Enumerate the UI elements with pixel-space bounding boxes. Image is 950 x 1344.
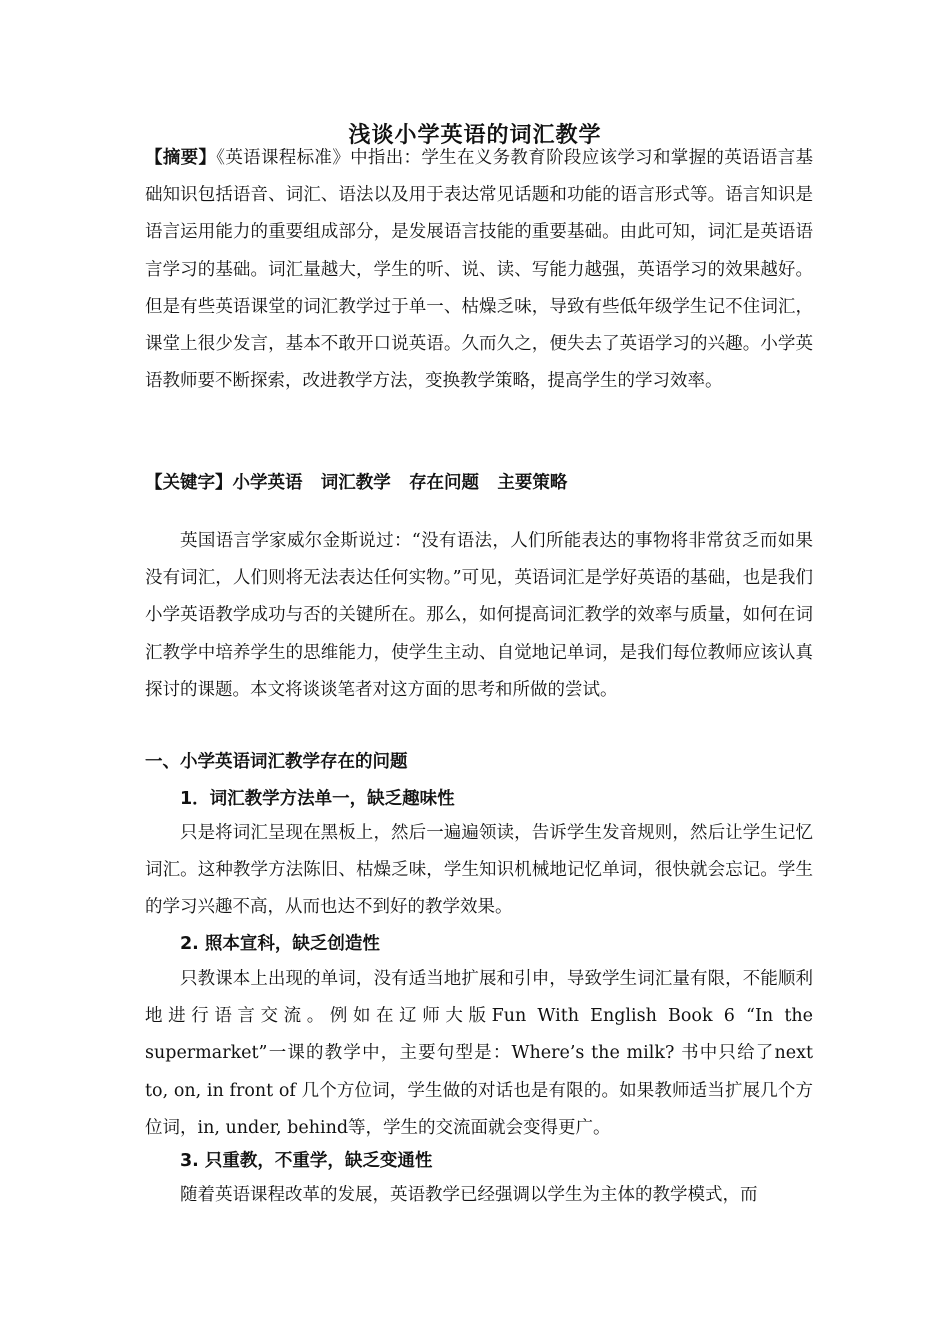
- body-paragraph: 随着英语课程改革的发展，英语教学已经强调以学生为主体的教学模式，而: [180, 1185, 758, 1205]
- abstract-paragraph: [145, 140, 813, 400]
- keyword: 小学英语: [232, 473, 303, 493]
- keywords-label: 【关键字】: [145, 473, 233, 493]
- abstract-text: 《英语课程标准》中指出：学生在义务教育阶段应该学习和掌握的英语语言基础知识包括语音、词汇、语法以及用于表达常见话题和功能的语言形式等。语言知识是语言运用能力的重要组成部分，是发展语言技能的重要基础。由此可知，词汇是英语语言学习的基础。词汇量越大，学生的听、说、读、写能力越强，英语学习的效果越好。但是有些英语课堂的词汇教学过于单一、枯燥乏味，导致有些低年级学生记不住词汇，课堂上很少发言，基本不敢开口说英语。久而久之，便失去了英语学习的兴趣。小学英语教师要不断探索，改进教学方法，变换教学策略，提高学生的学习效率。: [145, 148, 814, 392]
- subsection-heading: 2. 照本宣科，缺乏创造性: [180, 934, 380, 954]
- body-paragraph: 只教课本上出现的单词，没有适当地扩展和引申，导致学生词汇量有限，不能顺利地进行语言交流。例如在辽师大版Fun With English Book 6 “In the supermarket”一课的教学中，主要句型是：Where’s the milk? 书中只给了next to, on, in front of 几个方位词，学生做的对话也是有限的。如果教师适当扩展几个方位词，in, under, behind等，学生的交流面就会变得更广。: [145, 969, 813, 1138]
- subsection-heading: 3. 只重教，不重学，缺乏变通性: [180, 1151, 433, 1171]
- keyword: 存在问题: [409, 473, 480, 493]
- body-paragraph: 只是将词汇呈现在黑板上，然后一遍遍领读，告诉学生发音规则，然后让学生记忆词汇。这种教学方法陈旧、枯燥乏味，学生知识机械地记忆单词，很快就会忘记。学生的学习兴趣不高，从而也达不到好的教学效果。: [145, 823, 813, 918]
- keyword: 词汇教学: [320, 473, 391, 493]
- abstract-label: 【摘要】: [145, 148, 217, 168]
- keywords-line: [145, 468, 567, 498]
- document-title: 浅谈小学英语的词汇教学: [348, 123, 602, 148]
- subsection-heading: 1．词汇教学方法单一，缺乏趣味性: [180, 789, 455, 809]
- intro-paragraph: 英国语言学家威尔金斯说过：“没有语法，人们所能表达的事物将非常贫乏而如果没有词汇，人们则将无法表达任何实物。”可见，英语词汇是学好英语的基础，也是我们小学英语教学成功与否的关键所在。那么，如何提高词汇教学的效率与质量，如何在词汇教学中培养学生的思维能力，使学生主动、自觉地记单词，是我们每位教师应该认真探讨的课题。本文将谈谈笔者对这方面的思考和所做的尝试。: [145, 531, 813, 700]
- keyword: 主要策略: [497, 473, 568, 493]
- section-heading: 一、小学英语词汇教学存在的问题: [145, 752, 408, 772]
